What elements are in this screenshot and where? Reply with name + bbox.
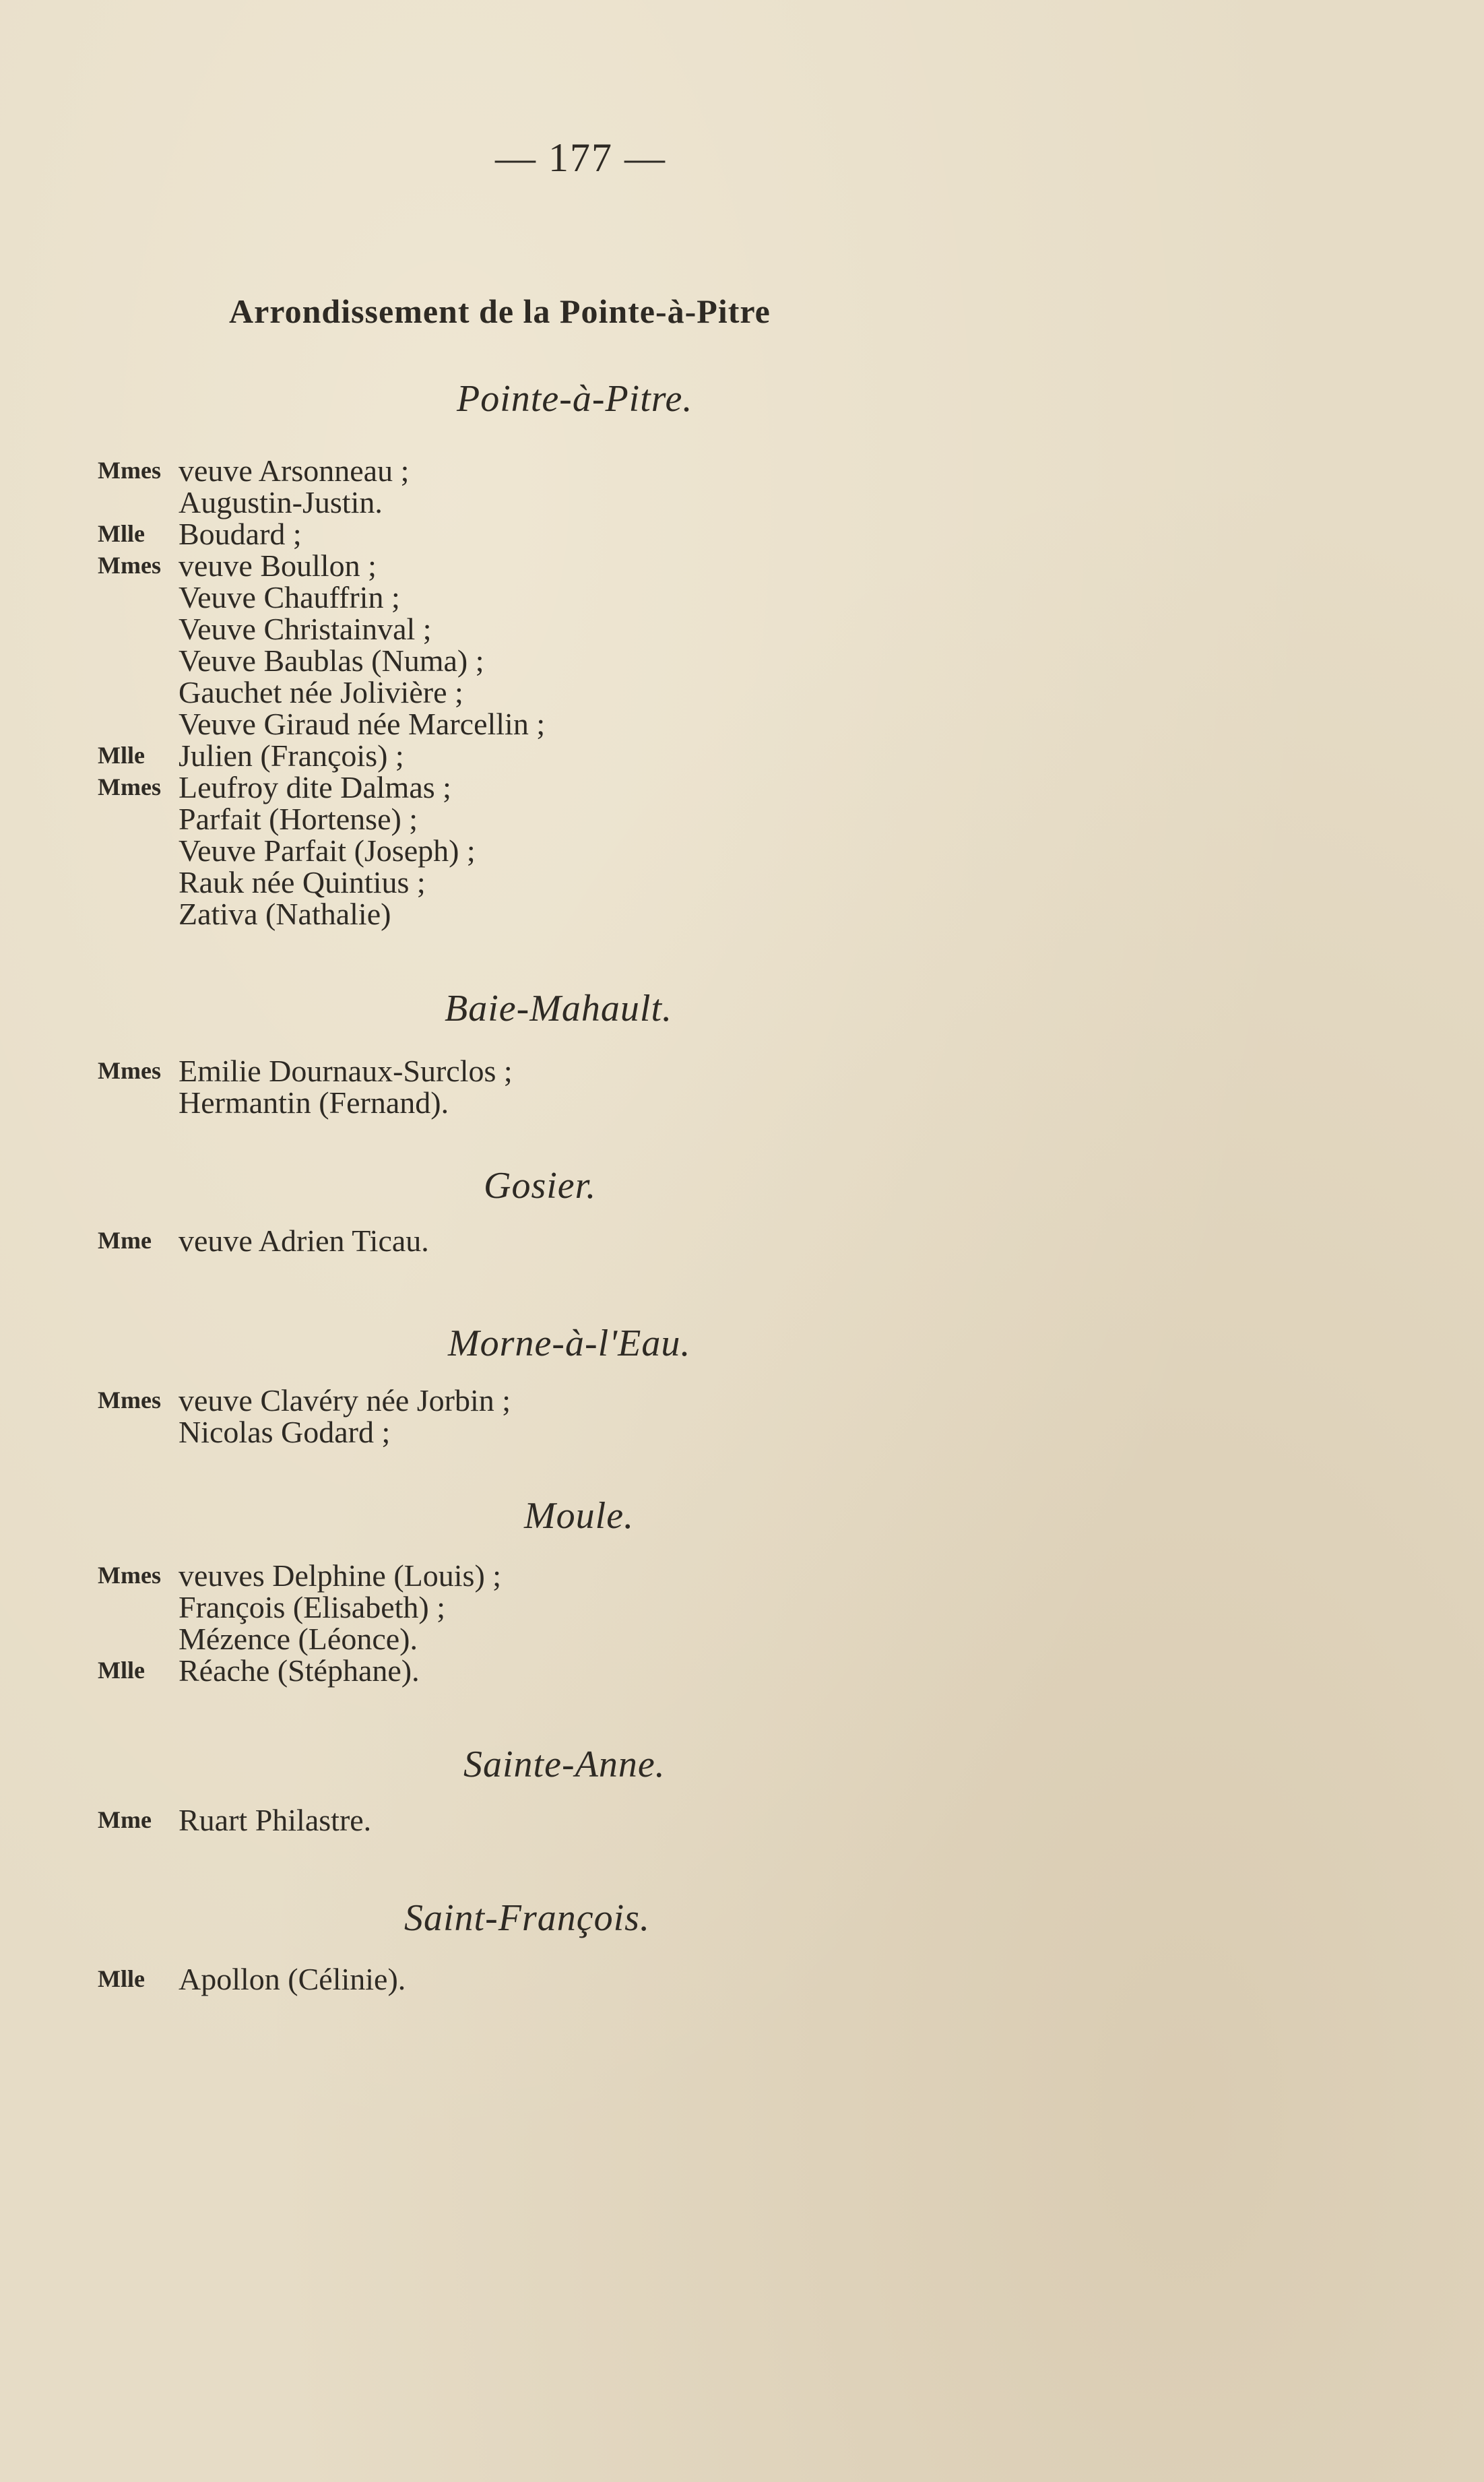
section-heading-pointe-a-pitre: Pointe-à-Pitre. bbox=[457, 378, 693, 420]
person-name: Rauk née Quintius ; bbox=[179, 865, 426, 899]
person-name: Ruart Philastre. bbox=[179, 1803, 372, 1837]
person-name: Hermantin (Fernand). bbox=[179, 1085, 449, 1120]
honorific: Mlle bbox=[98, 520, 145, 547]
person-name: Emilie Dournaux-Surclos ; bbox=[179, 1054, 513, 1088]
honorific: Mme bbox=[98, 1806, 152, 1833]
person-name: Apollon (Célinie). bbox=[179, 1962, 406, 1996]
person-name: veuve Arsonneau ; bbox=[179, 453, 410, 488]
person-name: Leufroy dite Dalmas ; bbox=[179, 770, 451, 804]
honorific: Mlle bbox=[98, 742, 145, 769]
honorific: Mmes bbox=[98, 552, 161, 579]
person-name: veuve Clavéry née Jorbin ; bbox=[179, 1383, 511, 1418]
person-name: Mézence (Léonce). bbox=[179, 1622, 418, 1656]
honorific: Mlle bbox=[98, 1657, 145, 1684]
person-name: François (Elisabeth) ; bbox=[179, 1590, 446, 1624]
person-name: Boudard ; bbox=[179, 517, 302, 551]
person-name: Veuve Christainval ; bbox=[179, 612, 432, 646]
person-name: Nicolas Godard ; bbox=[179, 1415, 391, 1449]
person-name: Veuve Baublas (Numa) ; bbox=[179, 643, 484, 678]
honorific: Mmes bbox=[98, 1387, 161, 1413]
honorific: Mmes bbox=[98, 1057, 161, 1084]
section-heading-gosier: Gosier. bbox=[484, 1165, 597, 1207]
section-heading-saint-francois: Saint-François. bbox=[404, 1897, 650, 1939]
honorific: Mmes bbox=[98, 1562, 161, 1589]
person-name: Julien (François) ; bbox=[179, 738, 404, 773]
person-name: Gauchet née Jolivière ; bbox=[179, 675, 463, 709]
section-heading-baie-mahault: Baie-Mahault. bbox=[445, 988, 673, 1029]
section-heading-moule: Moule. bbox=[524, 1495, 635, 1537]
person-name: Réache (Stéphane). bbox=[179, 1653, 420, 1688]
honorific: Mlle bbox=[98, 1965, 145, 1992]
section-heading-morne-a-l-eau: Morne-à-l'Eau. bbox=[448, 1323, 691, 1364]
honorific: Mmes bbox=[98, 773, 161, 800]
person-name: Parfait (Hortense) ; bbox=[179, 802, 418, 836]
honorific: Mmes bbox=[98, 457, 161, 484]
person-name: Veuve Parfait (Joseph) ; bbox=[179, 833, 476, 868]
person-name: Augustin-Justin. bbox=[179, 485, 383, 519]
person-name: Veuve Chauffrin ; bbox=[179, 580, 400, 614]
page-number: — 177 — bbox=[495, 135, 666, 180]
person-name: Zativa (Nathalie) bbox=[179, 897, 391, 931]
person-name: veuve Boullon ; bbox=[179, 548, 377, 583]
honorific: Mme bbox=[98, 1227, 152, 1254]
person-name: veuve Adrien Ticau. bbox=[179, 1223, 429, 1258]
person-name: Veuve Giraud née Marcellin ; bbox=[179, 707, 546, 741]
person-name: veuves Delphine (Louis) ; bbox=[179, 1558, 502, 1593]
arrondissement-title: Arrondissement de la Pointe-à-Pitre bbox=[229, 292, 771, 330]
section-heading-sainte-anne: Sainte-Anne. bbox=[463, 1744, 666, 1785]
